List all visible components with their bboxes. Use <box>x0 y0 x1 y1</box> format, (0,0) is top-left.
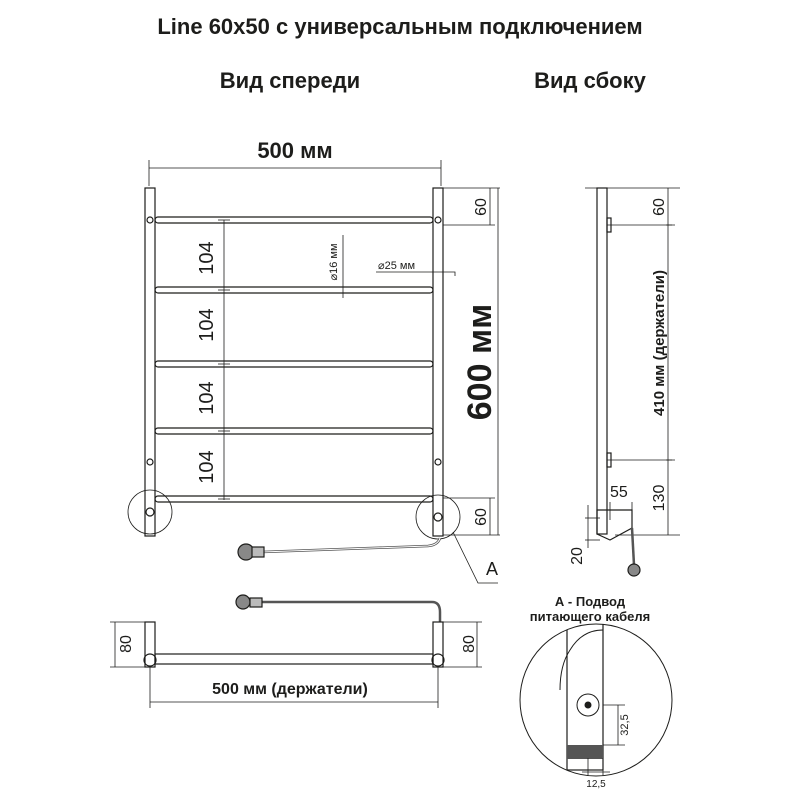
side-cable-offset-label: 20 <box>569 547 586 565</box>
side-upright <box>597 188 607 534</box>
width-dimension <box>149 160 441 186</box>
pipe-diameter-label: ⌀25 мм <box>378 260 416 272</box>
side-view-title: Вид сбоку <box>534 68 646 93</box>
callout-label: A <box>486 559 499 579</box>
left-connection-circle <box>128 490 172 534</box>
side-top-offset-label: 60 <box>651 198 668 216</box>
spacing-label-4: 104 <box>196 450 218 484</box>
bottom-gap-label: 60 <box>473 508 490 526</box>
top-right-holder <box>433 622 443 667</box>
top-holders-width-label: 500 мм (держатели) <box>212 681 368 698</box>
top-depth-right-label: 80 <box>461 635 478 653</box>
spacing-label-2: 104 <box>196 308 218 342</box>
side-plug-icon <box>628 564 640 576</box>
top-gap-label: 60 <box>473 198 490 216</box>
side-cable <box>632 528 634 565</box>
detail-title-line2: питающего кабеля <box>529 609 651 624</box>
front-view-title: Вид спереди <box>219 68 361 93</box>
bar-diameter-label: ⌀16 мм <box>328 243 340 281</box>
right-upright <box>433 188 443 536</box>
detail-width-label: 12,5 <box>586 779 606 790</box>
height-label: 600 мм <box>461 303 499 421</box>
detail-title-line1: А - Подвод <box>554 594 626 609</box>
top-bar <box>155 654 433 664</box>
detail-view <box>520 610 672 790</box>
side-holders-label: 410 мм (держатели) <box>651 270 668 416</box>
power-cable <box>238 538 440 560</box>
side-bottom-offset-label: 130 <box>651 484 668 512</box>
front-view <box>128 160 500 583</box>
spacing-label-3: 104 <box>196 381 218 415</box>
top-cable <box>240 602 440 622</box>
spacing-dimension <box>218 220 230 500</box>
spacing-label-1: 104 <box>196 241 218 275</box>
width-label: 500 мм <box>257 138 333 163</box>
top-depth-left-label: 80 <box>118 635 135 653</box>
top-plug-icon <box>236 595 250 609</box>
drawing-title: Line 60x50 с универсальным подключением <box>157 14 643 39</box>
left-upright <box>145 188 155 536</box>
detail-height-label: 32,5 <box>619 714 631 736</box>
side-depth-label: 55 <box>610 484 628 501</box>
side-connection-box <box>597 510 632 540</box>
top-left-holder <box>145 622 155 667</box>
